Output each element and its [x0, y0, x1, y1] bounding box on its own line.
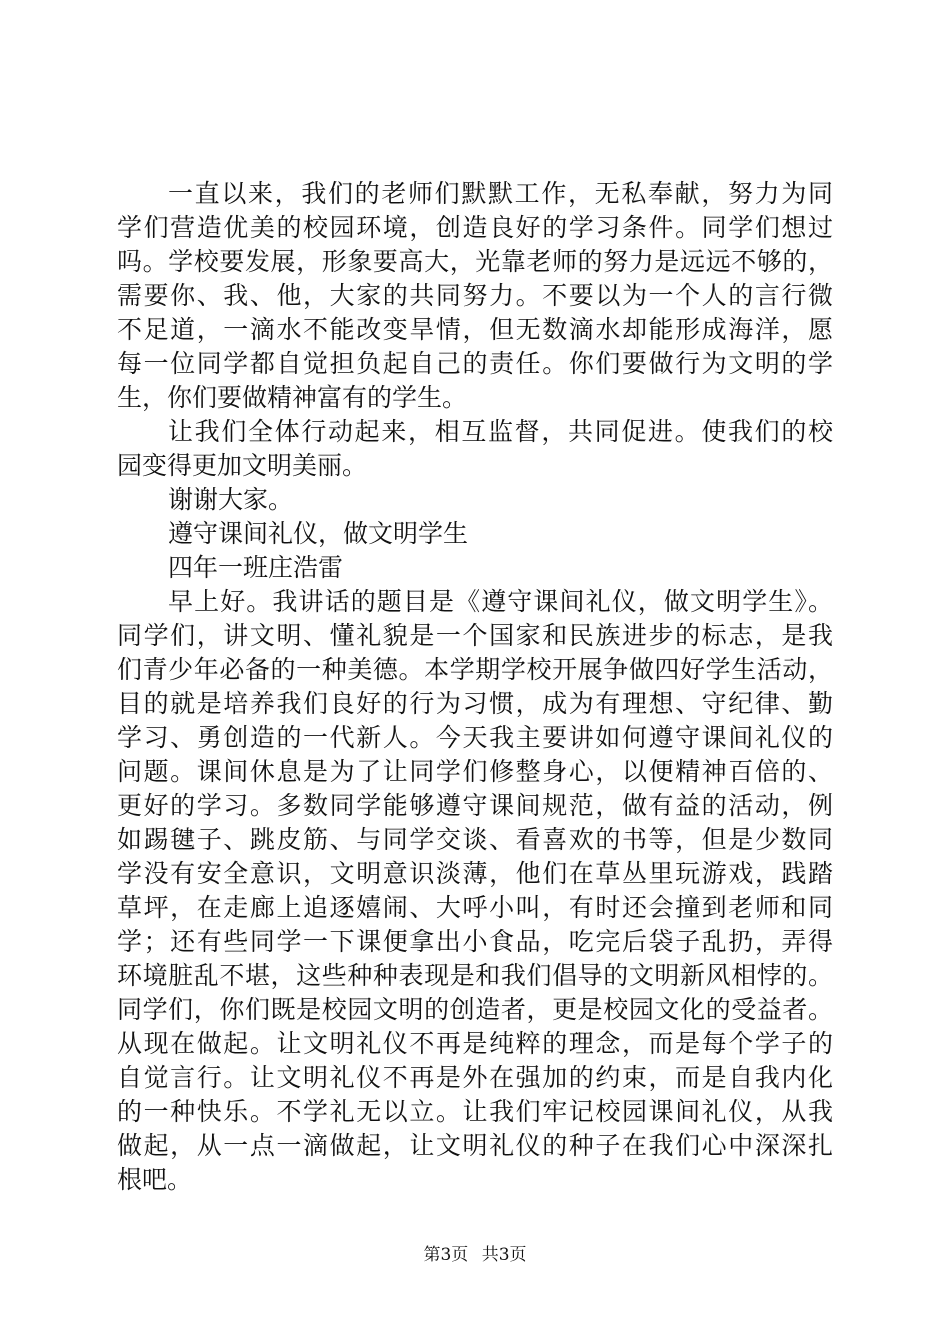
paragraph-line: 根吧。: [117, 1165, 193, 1194]
paragraph-line: 学们营造优美的校园环境，创造良好的学习条件。同学们想过: [117, 213, 833, 242]
paragraph-line: 从现在做起。让文明礼仪不再是纯粹的理念，而是每个学子的: [117, 1029, 833, 1058]
paragraph-line: 草坪，在走廊上追逐嬉闹、大呼小叫，有时还会撞到老师和同: [117, 893, 833, 922]
speech-title: 遵守课间礼仪，做文明学生: [168, 519, 469, 548]
paragraph-line: 同学们，你们既是校园文明的创造者，更是校园文化的受益者。: [117, 995, 833, 1024]
paragraph-line: 更好的学习。多数同学能够遵守课间规范，做有益的活动，例: [117, 791, 833, 820]
paragraph-line: 学习、勇创造的一代新人。今天我主要讲如何遵守课间礼仪的: [117, 723, 833, 752]
paragraph-line: 不足道，一滴水不能改变旱情，但无数滴水却能形成海洋，愿: [117, 315, 833, 344]
paragraph-line: 目的就是培养我们良好的行为习惯，成为有理想、守纪律、勤: [117, 689, 833, 718]
paragraph-line: 吗。学校要发展，形象要高大，光靠老师的努力是远远不够的，: [117, 247, 833, 276]
paragraph-line: 做起，从一点一滴做起，让文明礼仪的种子在我们心中深深扎: [117, 1131, 833, 1160]
paragraph-line: 们青少年必备的一种美德。本学期学校开展争做四好学生活动，: [117, 655, 833, 684]
paragraph-line: 每一位同学都自觉担负起自己的责任。你们要做行为文明的学: [117, 349, 833, 378]
page-number-total: 共3页: [481, 1245, 527, 1265]
document-body: [117, 177, 833, 1197]
paragraph-line: 早上好。我讲话的题目是《遵守课间礼仪，做文明学生》。: [168, 587, 833, 616]
paragraph-line: 的一种快乐。不学礼无以立。让我们牢记校园课间礼仪，从我: [117, 1097, 833, 1126]
paragraph-line: 谢谢大家。: [168, 485, 294, 514]
paragraph-line: 学没有安全意识，文明意识淡薄，他们在草丛里玩游戏，践踏: [117, 859, 833, 888]
paragraph-line: 让我们全体行动起来，相互监督，共同促进。使我们的校: [168, 417, 833, 446]
paragraph-line: 生，你们要做精神富有的学生。: [117, 383, 468, 412]
paragraph-line: 园变得更加文明美丽。: [117, 451, 368, 480]
paragraph-line: 环境脏乱不堪，这些种种表现是和我们倡导的文明新风相悖的。: [117, 961, 833, 990]
paragraph-line: 如踢毽子、跳皮筋、与同学交谈、看喜欢的书等，但是少数同: [117, 825, 833, 854]
page-footer: [0, 1244, 950, 1266]
paragraph-line: 同学们，讲文明、懂礼貌是一个国家和民族进步的标志，是我: [117, 621, 833, 650]
paragraph-line: 一直以来，我们的老师们默默工作，无私奉献，努力为同: [168, 179, 833, 208]
speech-author: 四年一班庄浩雷: [168, 553, 344, 582]
paragraph-line: 自觉言行。让文明礼仪不再是外在强加的约束，而是自我内化: [117, 1063, 833, 1092]
paragraph-line: 学；还有些同学一下课便拿出小食品，吃完后袋子乱扔，弄得: [117, 927, 833, 956]
page-number-current: 第3页: [423, 1245, 469, 1265]
paragraph-line: 需要你、我、他，大家的共同努力。不要以为一个人的言行微: [117, 281, 833, 310]
paragraph-line: 问题。课间休息是为了让同学们修整身心，以便精神百倍的、: [117, 757, 833, 786]
